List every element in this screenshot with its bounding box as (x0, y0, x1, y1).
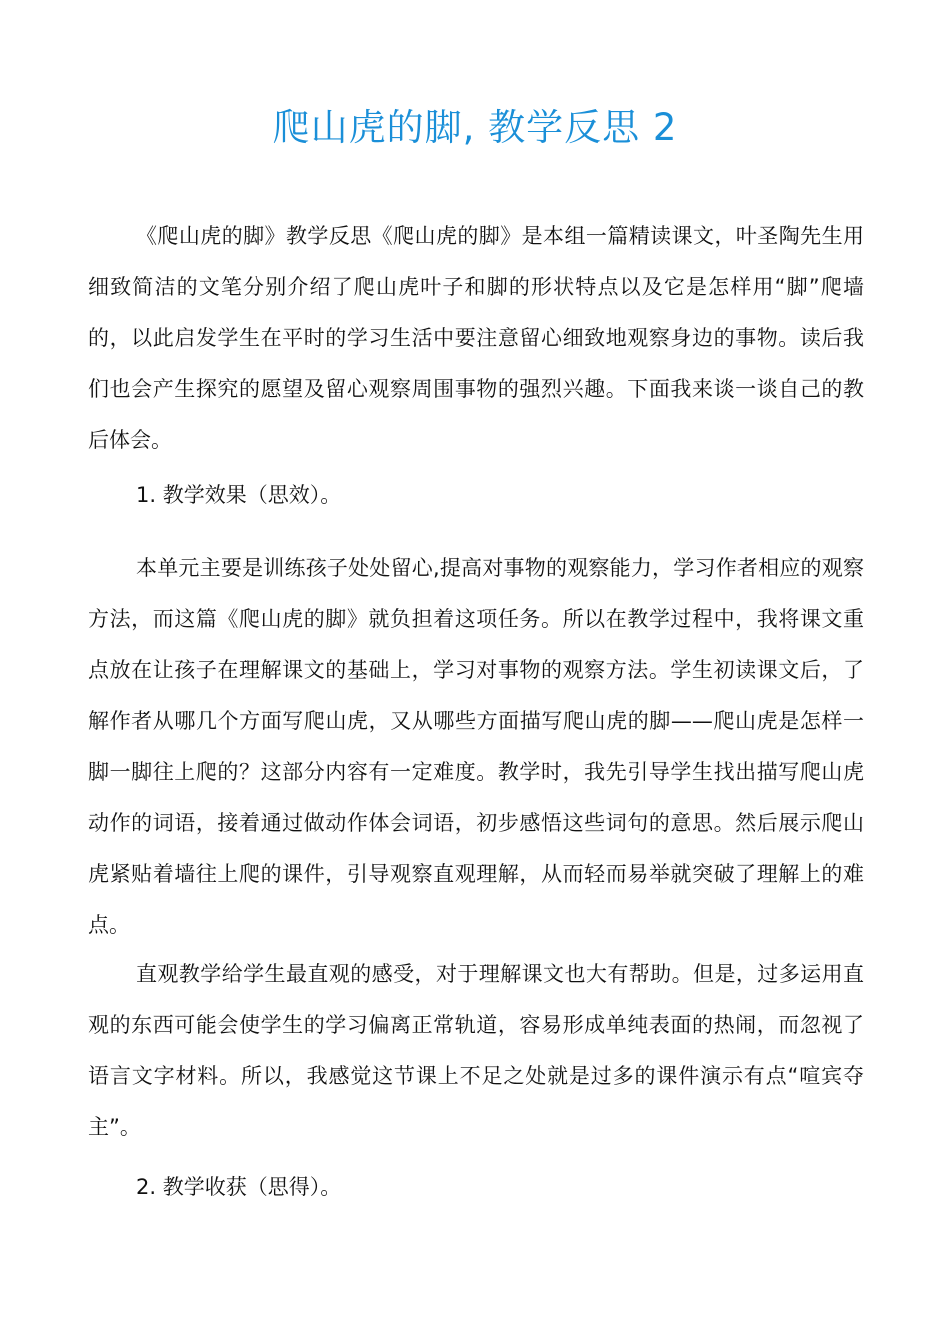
section-1-paragraph-2: 直观教学给学生最直观的感受，对于理解课文也大有帮助。但是，过多运用直观的东西可能会使学生的学习偏离正常轨道，容易形成单纯表面的热闹，而忽视了语言文字材料。所以，我感觉这节课上不足之处就是过多的课件演示有点“喧宾夺主”。 (88, 962, 864, 1139)
intro-paragraph: 《爬山虎的脚》教学反思《爬山虎的脚》是本组一篇精读课文，叶圣陶先生用细致简洁的文笔分别介绍了爬山虎叶子和脚的形状特点以及它是怎样用“脚”爬墙的，以此启发学生在平时的学习生活中要注意留心细致地观察身边的事物。读后我们也会产生探究的愿望及留心观察周围事物的强烈兴趣。下面我来谈一谈自己的教后体会。 (88, 224, 864, 452)
section-1-heading: 1. 教学效果（思效）。 (136, 483, 342, 507)
section-1-paragraph-1: 本单元主要是训练孩子处处留心,提高对事物的观察能力，学习作者相应的观察方法，而这篇《爬山虎的脚》就负担着这项任务。所以在教学过程中，我将课文重点放在让孩子在理解课文的基础上，学习对事物的观察方法。学生初读课文后，了解作者从哪几个方面写爬山虎，又从哪些方面描写爬山虎的脚——爬山虎是怎样一脚一脚往上爬的？这部分内容有一定难度。教学时，我先引导学生找出描写爬山虎动作的词语，接着通过做动作体会词语，初步感悟这些词句的意思。然后展示爬山虎紧贴着墙往上爬的课件，引导观察直观理解，从而轻而易举就突破了理解上的难点。 (88, 556, 864, 937)
section-2-heading: 2. 教学收获（思得）。 (136, 1175, 342, 1199)
document-title: 爬山虎的脚, 教学反思 2 (272, 106, 678, 149)
